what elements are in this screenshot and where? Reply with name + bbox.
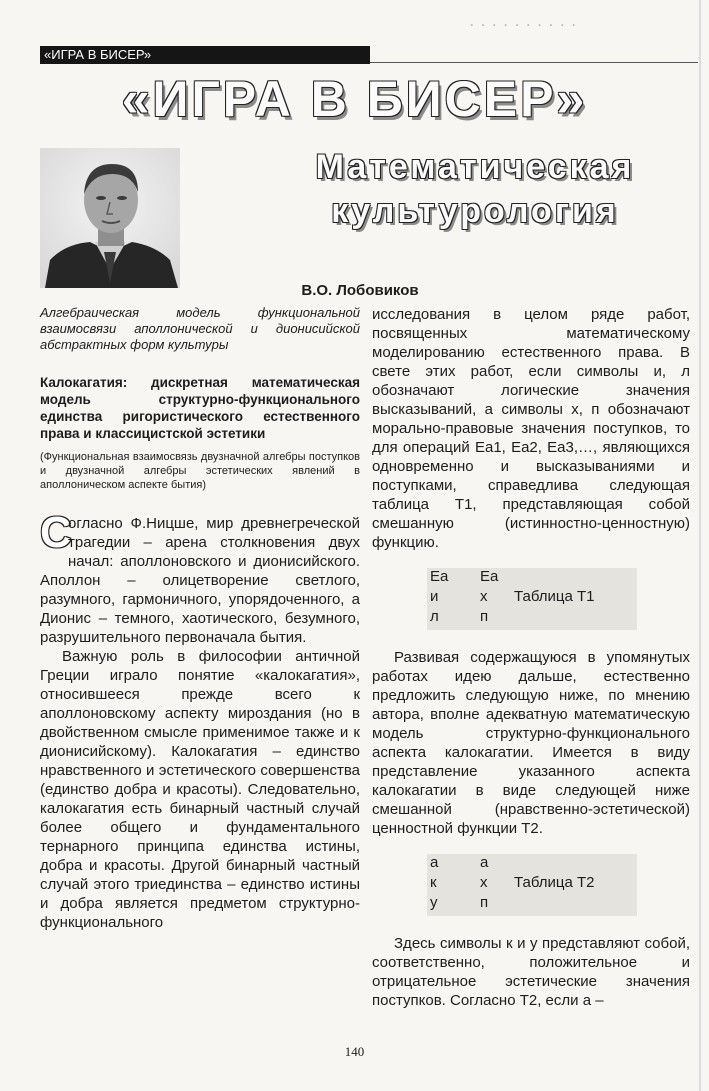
author-name: В.О. Лобовиков [301,282,419,299]
page-number: 140 [344,1044,365,1059]
left-column [40,305,360,932]
bleed-through-text: · · · · · · · · · · [470,18,578,32]
table-label: Таблица Т1 [514,588,595,605]
author-photo [40,148,180,288]
table-cell: х [480,588,488,605]
left-body [40,508,360,932]
table-cell: Еа [480,568,499,585]
paragraph: Важную роль в философии античной Греции играло понятие «калокагатия», относившееся прежде всего к аполлоновскому аспекту мироздания (но в двойственном смысле применимое также и к дионисийскому). Калокагатия – единство нравственного и эстетического совершенства (единство добра и красоты). Следовательно, калокагатия есть бинарный частный случай более общего и фундаментального тернарного принципа единства истины, добра и красоты. Другой бинарный частный случай этого триединства – единство истины и добра является предметом структурно-функционального [40,648,360,931]
table-cell: у [430,894,438,911]
table-label: Таблица Т2 [514,874,595,891]
paragraph: Здесь символы к и у представляют собой, соответственно, положительное и отрицательное эстетические значения поступков. Согласно Т2, если а – [372,935,690,1009]
annotation: Алгебраическая модель функциональной взаимосвязи аполлонической и дионисийской абстрактных форм культуры [40,305,360,352]
table-cell: к [430,874,437,891]
table-cell: п [480,894,489,911]
table-t1 [372,568,690,634]
table-cell: и [430,588,439,605]
paragraph: Развивая содержащуюся в упомянутых работах идею дальше, естественно предложить следующую ниже, по мнению автора, вполне адекватную математическую модель структурно-функционального аспекта калокагатии. Имеется в виду представление указанного аспекта калокагатии в виде следующей ниже смешанной (нравственно-эстетической) ценностной функции Т2. [372,649,690,837]
table-cell: Еа [430,568,449,585]
section-note: (Функциональная взаимосвязь двузначной алгебры поступков и двузначной алгебры эстетических явлений в аполлоническом аспекте бытия) [40,451,360,491]
right-column [372,305,690,1010]
table-cell: п [480,608,489,625]
section-rubric: «ИГРА В БИСЕР» [40,46,370,64]
subtitle-line-2: культурология [331,192,619,230]
table-t2 [372,854,690,920]
table-cell: а [430,854,439,871]
page-title: «ИГРА В БИСЕР» [121,71,588,127]
table-cell: х [480,874,488,891]
subtitle-line-1: Математическая [315,148,635,186]
table-cell: л [430,608,439,625]
rubric-rule [370,62,698,63]
table-cell: а [480,854,489,871]
paragraph: исследования в целом ряде работ, посвященных математическому моделированию естественного права. В свете этих работ, если символы и, л обозначают логические значения высказываний, а символы х, п обозначают морально-правовые значения поступков, то для операций Еа1, Еа2, Еа3,…, являющихся одновременно и высказываниями и поступками, справедлива следующая таблица Т1, представляющая собой смешанную (истинностно-ценностную) функцию. [372,306,690,551]
drop-cap: С [40,508,72,557]
paragraph: огласно Ф.Ницше, мир древнегреческой трагедии – арена столкновения двух начал: аполлоновского и дионисийского. Аполлон – олицетворение светлого, разумного, гармоничного, упорядоченного, а Дионис – темного, хаотического, безумного, разрушительного первоначала бытия. [40,515,360,646]
subtitle [245,145,705,233]
section-heading: Калокагатия: дискретная математическая модель структурно-функционального единства ригористического естественного права и классицистской эстетики [40,375,360,441]
